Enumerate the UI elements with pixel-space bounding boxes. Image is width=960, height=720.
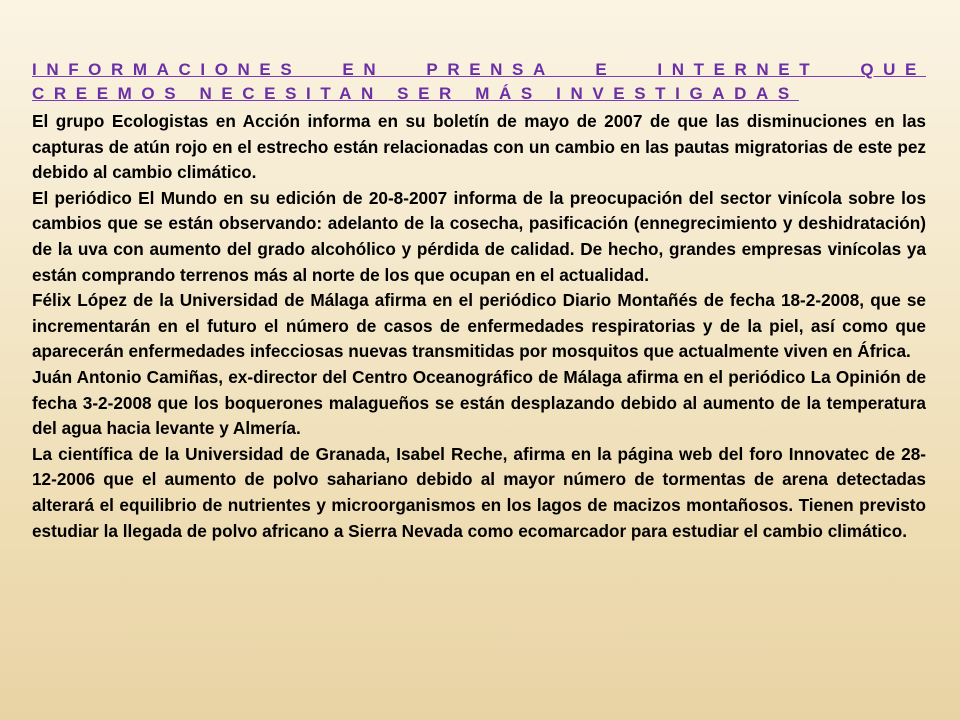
slide-heading: [32, 58, 926, 106]
heading-text: [32, 58, 926, 106]
paragraph-ecologistas: El grupo Ecologistas en Acción informa en su boletín de mayo de 2007 de que las disminuciones en las capturas de atún rojo en el estrecho están relacionadas con un cambio en las pautas migratorias de este pez debido al cambio climático.: [32, 111, 926, 183]
slide-content: [32, 58, 926, 544]
paragraph-felix-lopez: Félix López de la Universidad de Málaga afirma en el periódico Diario Montañés de fecha 18-2-2008, que se incrementarán en el futuro el número de casos de enfermedades respiratorias y de la piel, así como que aparecerán enfermedades infecciosas nuevas transmitidas por mosquitos que actualmente viven en África.: [32, 290, 926, 362]
paragraph-el-mundo: El periódico El Mundo en su edición de 20-8-2007 informa de la preocupación del sector vinícola sobre los cambios que se están observando: adelanto de la cosecha, pasificación (ennegrecimiento y deshidratación) de la uva con aumento del grado alcohólico y pérdida de calidad. De hecho, grandes empresas vinícolas ya están comprando terrenos más al norte de los que ocupan en el actualidad.: [32, 187, 926, 285]
paragraph-juan-antonio: Juán Antonio Camiñas, ex-director del Centro Oceanográfico de Málaga afirma en el periódico La Opinión de fecha 3-2-2008 que los boquerones malagueños se están desplazando debido al aumento de la temperatura del agua hacia levante y Almería.: [32, 366, 926, 439]
paragraph-isabel-reche: La científica de la Universidad de Granada, Isabel Reche, afirma en la página web del foro Innovatec de 28-12-2006 que el aumento de polvo sahariano debido al mayor número de tormentas de arena detectadas alterará el equilibrio de nutrientes y microorganismos en los lagos de macizos montañosos. Tienen previsto estudiar la llegada de polvo africano a Sierra Nevada como ecomarcador para estudiar el cambio climático.: [32, 443, 926, 541]
heading-line-2: CREEMOS NECESITAN SER MÁS INVESTIGADAS: [32, 84, 799, 103]
heading-line-1: INFORMACIONES EN PRENSA E INTERNET QUE: [32, 60, 926, 79]
